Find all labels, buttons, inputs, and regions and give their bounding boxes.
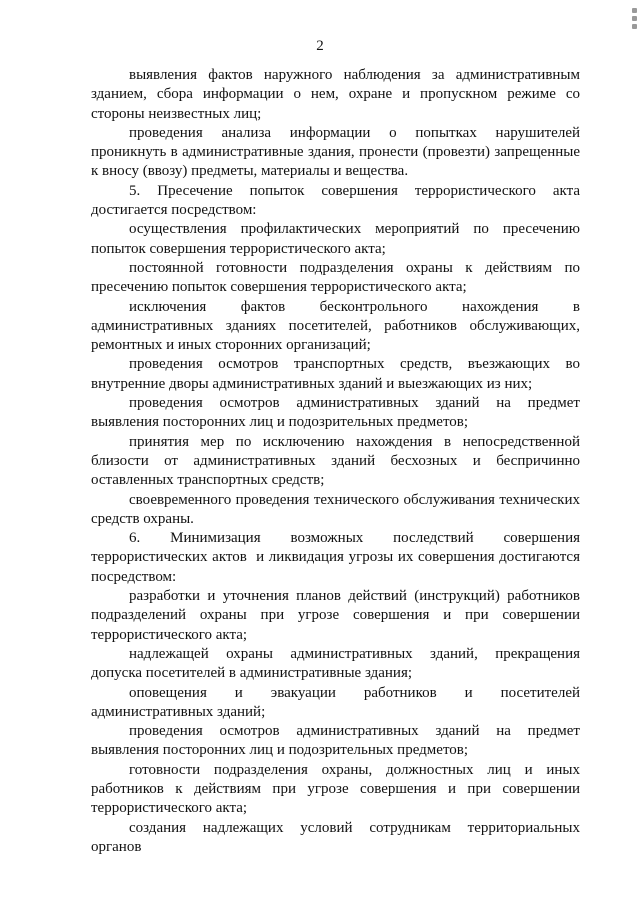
paragraph: исключения фактов бесконтрольного нахождения в административных зданиях посетителей, работников обслуживающих, ремонтных и иных сторонних организаций; <box>91 298 580 354</box>
paragraph: постоянной готовности подразделения охраны к действиям по пресечению попыток совершения террористического акта; <box>91 259 580 296</box>
paragraph: выявления фактов наружного наблюдения за административным зданием, сбора информации о нем, охране и пропускном режиме со стороны неизвестных лиц; <box>91 67 580 122</box>
paragraph: 5. Пресечение попыток совершения террористического акта достигается посредством: <box>91 182 584 219</box>
paragraph: проведения осмотров административных зданий на предмет выявления посторонних лиц и подозрительных предметов; <box>91 723 580 759</box>
paragraph: готовности подразделения охраны, должностных лиц и иных работников к действиям при угрозе совершения и при совершении террористического акта; <box>91 761 580 817</box>
page-number: 2 <box>316 38 324 54</box>
scan-edge-mark <box>632 8 638 38</box>
paragraph: проведения осмотров административных зданий на предмет выявления посторонних лиц и подозрительных предметов; <box>91 395 580 431</box>
paragraph: своевременного проведения технического обслуживания технических средств охраны. <box>91 491 580 527</box>
paragraph: проведения анализа информации о попытках нарушителей проникнуть в административные здания, пронести (провезти) запрещенные к вносу (ввозу) предметы, материалы и вещества. <box>91 124 580 180</box>
paragraph: 6. Минимизация возможных последствий совершения террористических актов и ликвидация угрозы их совершения достигаются посредством: <box>91 530 584 585</box>
document-body <box>91 66 584 857</box>
scan-edge-dot <box>632 16 637 21</box>
scan-edge-dot <box>632 24 637 29</box>
paragraph: принятия мер по исключению нахождения в непосредственной близости от административных зданий бесхозных и беспричинно оставленных транспортных средств; <box>91 433 580 489</box>
scan-edge-dot <box>632 8 637 13</box>
paragraph: оповещения и эвакуации работников и посетителей административных зданий; <box>91 684 580 720</box>
paragraph: надлежащей охраны административных зданий, прекращения допуска посетителей в административные здания; <box>91 645 580 682</box>
paragraph: осуществления профилактических мероприятий по пресечению попыток совершения террористического акта; <box>91 221 580 257</box>
paragraph: разработки и уточнения планов действий (инструкций) работников подразделений охраны при угрозе совершения и при совершении террористического акта; <box>91 588 580 643</box>
paragraph: проведения осмотров транспортных средств, въезжающих во внутренние дворы административных зданий и выезжающих из них; <box>91 356 580 392</box>
paragraph: создания надлежащих условий сотрудникам территориальных органов <box>91 819 580 855</box>
